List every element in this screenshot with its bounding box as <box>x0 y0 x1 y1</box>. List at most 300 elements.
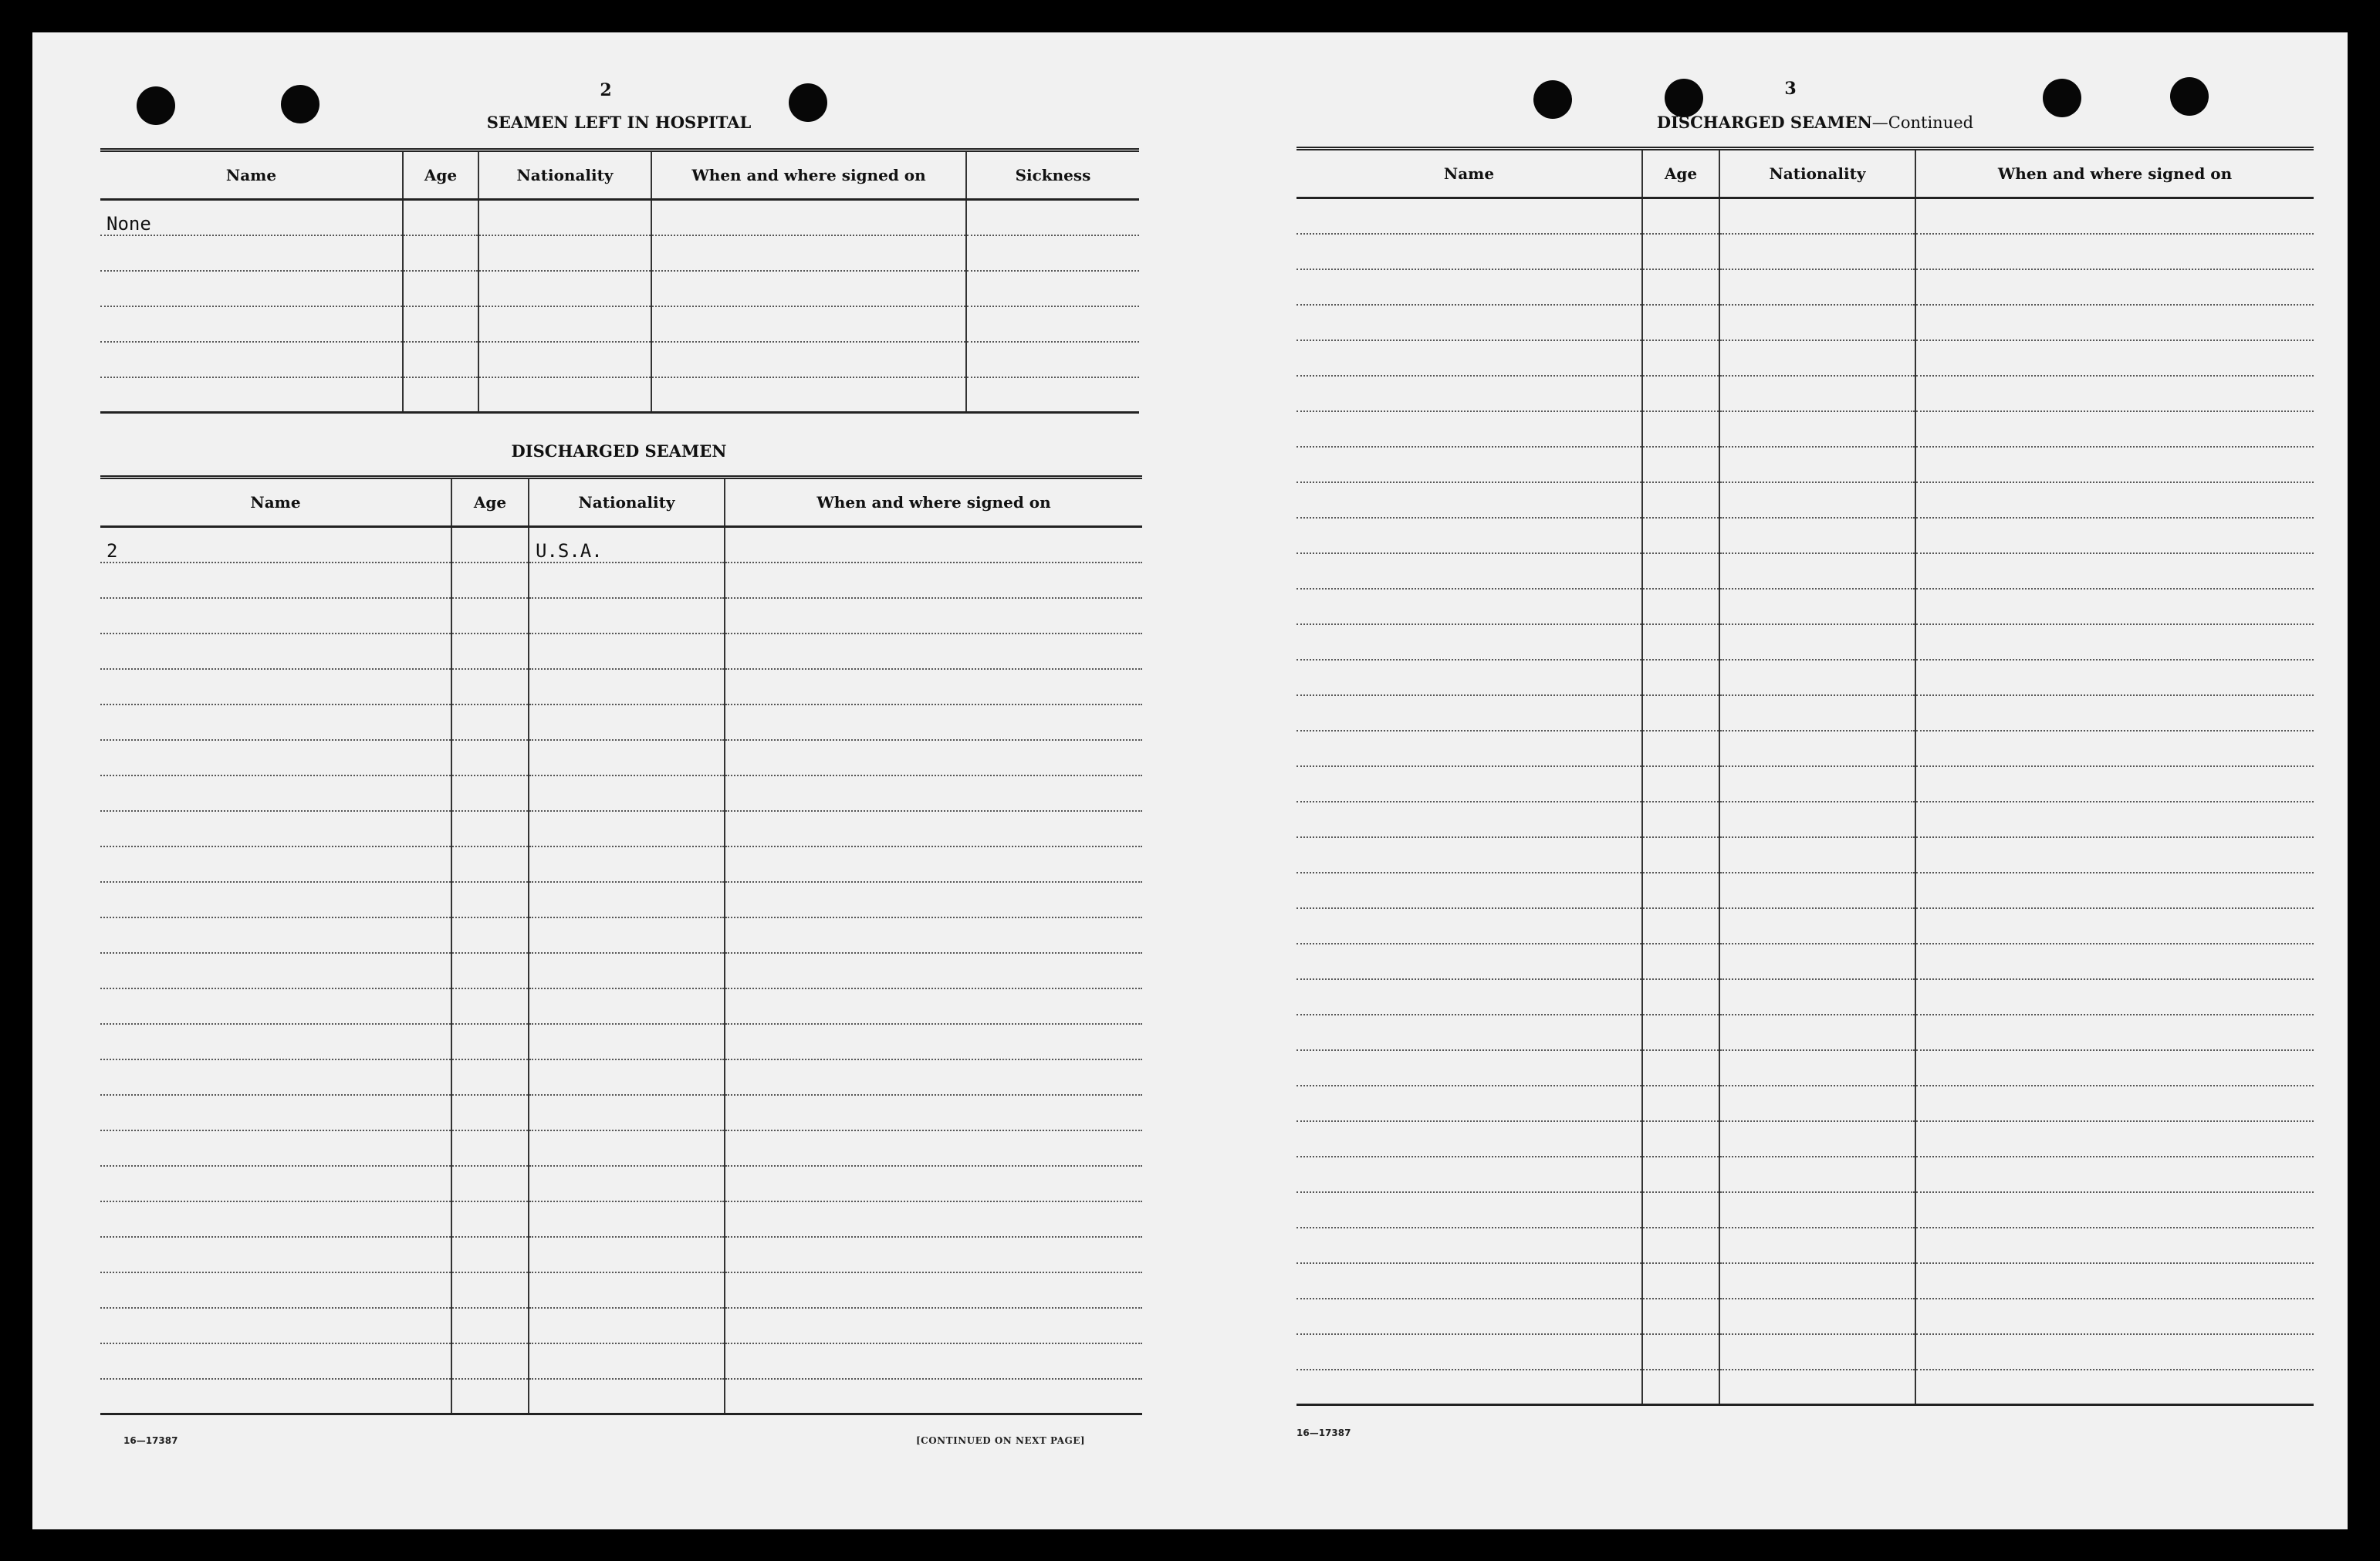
table-cell <box>100 1379 451 1414</box>
table-cell <box>725 1237 1142 1272</box>
table-cell <box>1642 1050 1719 1086</box>
table-cell <box>451 846 529 882</box>
table-cell <box>725 527 1142 563</box>
table-cell <box>451 598 529 634</box>
table-cell <box>529 882 725 917</box>
table-cell <box>403 306 478 342</box>
table-cell <box>1642 695 1719 731</box>
table-cell <box>1296 234 1642 269</box>
table-cell <box>100 342 403 377</box>
table-cell <box>1296 1050 1642 1086</box>
table-cell <box>529 563 725 598</box>
table-cell <box>1296 1228 1642 1263</box>
table-cell <box>1719 1192 1915 1228</box>
table-cell <box>725 988 1142 1024</box>
table-cell <box>1296 1157 1642 1192</box>
table-cell <box>529 1059 725 1095</box>
table-cell <box>529 775 725 811</box>
table-cell <box>1642 482 1719 518</box>
column-header: Nationality <box>1719 149 1915 198</box>
table-cell <box>100 882 451 917</box>
table-cell <box>1642 837 1719 873</box>
table-cell <box>100 811 451 846</box>
table-cell <box>1915 1121 2314 1157</box>
column-header: When and where signed on <box>651 150 966 200</box>
table-cell <box>1915 837 2314 873</box>
table-cell <box>529 1237 725 1272</box>
table-cell <box>1915 518 2314 553</box>
table-cell <box>966 235 1139 271</box>
table-row <box>1296 1086 2314 1121</box>
column-header: When and where signed on <box>1915 149 2314 198</box>
table-cell <box>1296 1299 1642 1334</box>
table-cell <box>725 1059 1142 1095</box>
table-cell <box>1915 695 2314 731</box>
table-cell <box>451 563 529 598</box>
table-cell <box>451 988 529 1024</box>
table-cell <box>1915 447 2314 482</box>
table-cell <box>1296 802 1642 837</box>
table-cell <box>1719 198 1915 234</box>
form-number: 16—17387 <box>123 1435 178 1446</box>
table-cell <box>100 1095 451 1130</box>
title-main: DISCHARGED SEAMEN <box>1656 113 1872 132</box>
table-row <box>1296 766 2314 802</box>
table-cell <box>451 1166 529 1201</box>
table-cell <box>1642 1157 1719 1192</box>
table-cell <box>1296 1334 1642 1370</box>
table-cell <box>966 306 1139 342</box>
table-cell <box>1915 1015 2314 1050</box>
table-cell <box>725 917 1142 953</box>
table-cell <box>725 598 1142 634</box>
table-cell <box>451 634 529 669</box>
table-cell <box>725 882 1142 917</box>
table-cell <box>529 598 725 634</box>
table-row <box>100 563 1142 598</box>
table-cell <box>1915 802 2314 837</box>
table-cell <box>1915 482 2314 518</box>
table-cell <box>1915 731 2314 766</box>
table-cell <box>1642 624 1719 660</box>
table-cell <box>1915 1299 2314 1334</box>
table-cell <box>529 1095 725 1130</box>
table-cell <box>966 377 1139 413</box>
table-cell <box>529 669 725 704</box>
table-cell <box>451 1095 529 1130</box>
table-row <box>1296 376 2314 411</box>
table-cell <box>100 704 451 740</box>
table-cell <box>1296 944 1642 979</box>
table-cell <box>1719 518 1915 553</box>
table-cell <box>1642 1334 1719 1370</box>
table-cell <box>100 271 403 306</box>
table-cell <box>1642 269 1719 305</box>
table-cell <box>451 1272 529 1308</box>
table-cell <box>100 634 451 669</box>
table-cell <box>100 846 451 882</box>
table-cell <box>100 1166 451 1201</box>
table-row <box>1296 1157 2314 1192</box>
table-cell <box>1296 198 1642 234</box>
table-cell <box>1642 1192 1719 1228</box>
table-cell <box>1719 873 1915 908</box>
table-cell <box>1915 873 2314 908</box>
table-cell <box>478 200 651 235</box>
table-cell <box>1642 589 1719 624</box>
table-row <box>1296 660 2314 695</box>
table-cell <box>1642 979 1719 1015</box>
table-cell <box>1296 908 1642 944</box>
table-cell <box>1296 873 1642 908</box>
table-cell <box>725 704 1142 740</box>
table-cell <box>1296 837 1642 873</box>
table-cell <box>1719 1050 1915 1086</box>
table-cell <box>529 1024 725 1059</box>
table-cell <box>1642 198 1719 234</box>
table-cell <box>725 634 1142 669</box>
table-row <box>1296 1299 2314 1334</box>
table-cell <box>529 988 725 1024</box>
column-header: Nationality <box>529 478 725 527</box>
table-cell <box>1915 198 2314 234</box>
table-cell <box>1642 731 1719 766</box>
table-cell <box>1296 731 1642 766</box>
table-cell <box>1296 1121 1642 1157</box>
table-cell <box>1719 908 1915 944</box>
table-row <box>1296 518 2314 553</box>
table-cell <box>1296 305 1642 340</box>
table-cell <box>1642 447 1719 482</box>
table-cell <box>1915 305 2314 340</box>
table-cell <box>725 846 1142 882</box>
table-cell <box>1915 1334 2314 1370</box>
table-cell <box>529 634 725 669</box>
table-cell <box>403 200 478 235</box>
table-cell <box>1719 944 1915 979</box>
table-cell <box>100 563 451 598</box>
table-cell <box>1719 802 1915 837</box>
table-cell <box>1642 802 1719 837</box>
hospital-table <box>100 148 1139 414</box>
table-row <box>1296 269 2314 305</box>
table-cell <box>1642 340 1719 376</box>
table-cell <box>1719 979 1915 1015</box>
table-cell <box>725 1343 1142 1379</box>
table-cell <box>451 1379 529 1414</box>
table-cell <box>478 377 651 413</box>
table-row <box>1296 340 2314 376</box>
table-cell <box>100 669 451 704</box>
table-cell <box>1719 340 1915 376</box>
table-row <box>1296 1121 2314 1157</box>
table-cell <box>1915 376 2314 411</box>
table-cell <box>529 1343 725 1379</box>
table-row <box>100 882 1142 917</box>
table-cell <box>1915 908 2314 944</box>
table-cell <box>1915 1228 2314 1263</box>
table-cell <box>1642 376 1719 411</box>
table-row <box>1296 731 2314 766</box>
table-row <box>1296 1192 2314 1228</box>
hospital-section-title: SEAMEN LEFT IN HOSPITAL <box>486 113 752 132</box>
table-cell <box>451 953 529 988</box>
table-cell <box>100 1237 451 1272</box>
table-cell <box>478 342 651 377</box>
table-cell <box>651 342 966 377</box>
table-cell <box>100 740 451 775</box>
table-cell <box>1719 766 1915 802</box>
table-cell <box>1296 411 1642 447</box>
table-cell <box>1915 660 2314 695</box>
table-row <box>1296 234 2314 269</box>
table-cell <box>1296 376 1642 411</box>
table-row <box>1296 447 2314 482</box>
table-row <box>100 669 1142 704</box>
table-cell <box>1296 1086 1642 1121</box>
table-cell <box>1915 234 2314 269</box>
column-header: Age <box>403 150 478 200</box>
table-row <box>100 306 1139 342</box>
table-cell <box>651 377 966 413</box>
column-header: Age <box>1642 149 1719 198</box>
table-row <box>100 740 1142 775</box>
table-row <box>100 988 1142 1024</box>
table-cell <box>451 704 529 740</box>
table-cell <box>1296 1015 1642 1050</box>
table-cell <box>1915 624 2314 660</box>
column-header: Name <box>100 150 403 200</box>
table-cell <box>651 200 966 235</box>
table-row <box>100 811 1142 846</box>
table-cell <box>1296 482 1642 518</box>
table-cell <box>1915 589 2314 624</box>
table-cell <box>1642 234 1719 269</box>
table-cell <box>725 669 1142 704</box>
table-cell <box>403 342 478 377</box>
table-cell <box>966 342 1139 377</box>
table-cell <box>100 953 451 988</box>
table-cell <box>651 271 966 306</box>
table-cell: None <box>100 200 403 235</box>
table-cell <box>100 988 451 1024</box>
column-header: Age <box>451 478 529 527</box>
table-cell <box>529 811 725 846</box>
table-cell <box>1915 411 2314 447</box>
table-row <box>1296 1370 2314 1405</box>
table-cell <box>451 1059 529 1095</box>
table-cell <box>1719 731 1915 766</box>
table-cell <box>1642 518 1719 553</box>
table-cell <box>1719 837 1915 873</box>
table-row <box>1296 1263 2314 1299</box>
table-cell <box>725 1272 1142 1308</box>
table-cell <box>1915 1050 2314 1086</box>
table-cell <box>1915 979 2314 1015</box>
table-cell <box>100 1024 451 1059</box>
table-row <box>1296 1015 2314 1050</box>
table-cell <box>1719 553 1915 589</box>
table-cell <box>1642 1299 1719 1334</box>
table-cell <box>403 235 478 271</box>
table-row <box>100 527 1142 563</box>
table-cell <box>1642 1086 1719 1121</box>
table-cell <box>725 775 1142 811</box>
table-row <box>1296 979 2314 1015</box>
table-cell <box>1719 1370 1915 1405</box>
table-cell <box>1719 1228 1915 1263</box>
table-row <box>100 1024 1142 1059</box>
table-cell <box>100 1201 451 1237</box>
table-row <box>1296 411 2314 447</box>
table-cell <box>1719 234 1915 269</box>
table-cell <box>1642 1121 1719 1157</box>
discharged-table <box>100 475 1142 1415</box>
table-cell <box>451 775 529 811</box>
table-cell <box>725 1095 1142 1130</box>
table-row <box>100 634 1142 669</box>
table-cell <box>1296 340 1642 376</box>
table-cell <box>1296 269 1642 305</box>
table-cell <box>1719 1157 1915 1192</box>
table-cell <box>1642 411 1719 447</box>
table-cell <box>725 1379 1142 1414</box>
table-cell <box>1296 518 1642 553</box>
table-cell <box>725 1201 1142 1237</box>
right-page <box>1205 32 2348 1529</box>
table-cell <box>1719 411 1915 447</box>
table-cell <box>1719 624 1915 660</box>
table-row <box>1296 1228 2314 1263</box>
table-cell <box>725 953 1142 988</box>
discharged-continued-table <box>1296 147 2314 1406</box>
table-row <box>100 1130 1142 1166</box>
table-cell <box>1915 1263 2314 1299</box>
table-cell <box>1915 553 2314 589</box>
table-cell <box>725 811 1142 846</box>
table-cell <box>1296 624 1642 660</box>
table-cell <box>100 1272 451 1308</box>
table-cell <box>725 1024 1142 1059</box>
page-number: 3 <box>1784 79 1797 99</box>
form-number: 16—17387 <box>1296 1428 1351 1438</box>
table-row <box>100 846 1142 882</box>
table-cell <box>1296 1370 1642 1405</box>
table-cell <box>1719 305 1915 340</box>
table-cell <box>451 1237 529 1272</box>
table-cell <box>100 917 451 953</box>
table-row <box>1296 802 2314 837</box>
table-cell <box>1642 908 1719 944</box>
column-header: Sickness <box>966 150 1139 200</box>
table-cell <box>1642 873 1719 908</box>
table-cell <box>1642 305 1719 340</box>
table-row <box>1296 873 2314 908</box>
table-cell <box>529 704 725 740</box>
table-row <box>1296 908 2314 944</box>
table-cell <box>529 740 725 775</box>
table-cell <box>1719 1015 1915 1050</box>
table-cell <box>451 669 529 704</box>
table-cell <box>529 917 725 953</box>
table-row <box>1296 1050 2314 1086</box>
column-header: Name <box>1296 149 1642 198</box>
table-row <box>100 1237 1142 1272</box>
table-cell <box>1719 1334 1915 1370</box>
table-cell <box>966 200 1139 235</box>
table-row <box>100 1379 1142 1414</box>
table-row <box>100 200 1139 235</box>
table-cell <box>1719 1263 1915 1299</box>
table-cell <box>1915 340 2314 376</box>
table-cell <box>1642 1263 1719 1299</box>
column-header: Name <box>100 478 451 527</box>
table-cell <box>1296 1192 1642 1228</box>
table-row <box>100 1308 1142 1343</box>
scanned-document-sheet <box>32 32 2348 1529</box>
table-cell <box>529 1130 725 1166</box>
table-row <box>1296 944 2314 979</box>
table-cell <box>100 598 451 634</box>
table-row <box>1296 695 2314 731</box>
table-cell <box>1719 1086 1915 1121</box>
column-header: When and where signed on <box>725 478 1142 527</box>
table-row <box>1296 482 2314 518</box>
table-row <box>100 342 1139 377</box>
table-row <box>1296 1334 2314 1370</box>
table-cell <box>451 882 529 917</box>
table-cell <box>1915 766 2314 802</box>
table-cell <box>1915 1192 2314 1228</box>
table-row <box>100 1166 1142 1201</box>
table-cell <box>100 1308 451 1343</box>
table-row <box>100 598 1142 634</box>
table-row <box>1296 198 2314 234</box>
table-cell <box>403 271 478 306</box>
table-cell <box>1642 1015 1719 1050</box>
table-cell <box>651 235 966 271</box>
table-cell <box>478 235 651 271</box>
table-row <box>100 1272 1142 1308</box>
table-row <box>1296 837 2314 873</box>
title-suffix: —Continued <box>1871 113 1974 132</box>
table-cell <box>529 1166 725 1201</box>
table-row <box>100 1095 1142 1130</box>
table-cell <box>451 1201 529 1237</box>
table-row <box>1296 305 2314 340</box>
table-cell <box>100 775 451 811</box>
column-header: Nationality <box>478 150 651 200</box>
table-cell <box>1642 1228 1719 1263</box>
table-cell <box>1719 1299 1915 1334</box>
table-cell <box>1719 269 1915 305</box>
discharged-section-title: DISCHARGED SEAMEN <box>511 441 727 461</box>
table-cell <box>529 1379 725 1414</box>
table-cell <box>529 846 725 882</box>
table-cell <box>1719 1121 1915 1157</box>
table-cell <box>1296 766 1642 802</box>
table-cell <box>478 306 651 342</box>
table-cell <box>529 953 725 988</box>
table-cell <box>451 1343 529 1379</box>
table-row <box>100 1059 1142 1095</box>
table-cell <box>1719 376 1915 411</box>
table-cell <box>1915 944 2314 979</box>
table-cell <box>1915 1370 2314 1405</box>
table-cell <box>1915 1157 2314 1192</box>
table-cell <box>1296 979 1642 1015</box>
table-cell <box>451 1130 529 1166</box>
